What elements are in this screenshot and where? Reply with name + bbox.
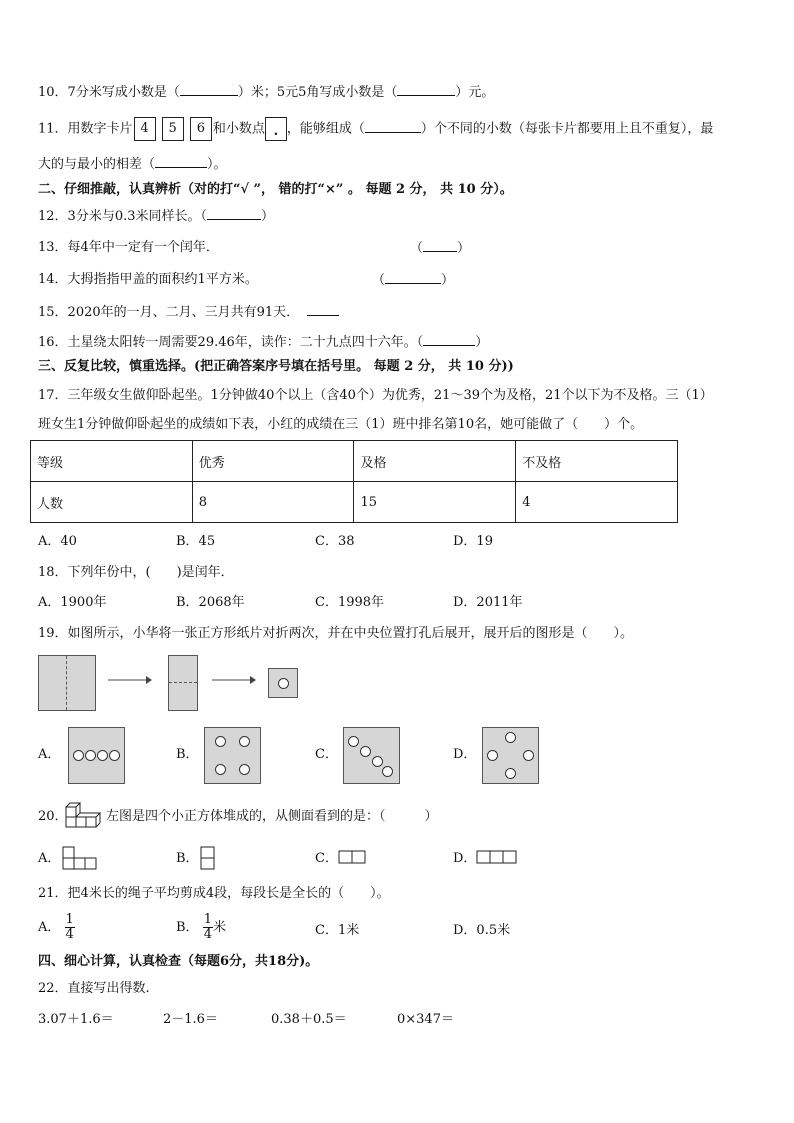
table-cell: 优秀 <box>192 441 354 482</box>
table-row <box>31 441 678 482</box>
question-12: 12．3分米与0.3米同样长。（ ） <box>38 209 275 224</box>
option-a[interactable]: A．1900年 <box>38 595 107 610</box>
digit-card: 4 <box>134 117 156 141</box>
option-d[interactable]: D．0.5米 <box>453 923 511 938</box>
grades-table <box>30 440 678 523</box>
question-16: 16．土星绕太阳转一周需要29.46年，读作：二十九点四十六年。（ ） <box>38 335 489 350</box>
question-11-line2: 大的与最小的相差（ ）。 <box>38 157 227 172</box>
table-cell: 等级 <box>31 441 193 482</box>
option-d[interactable]: D．2011年 <box>453 595 523 610</box>
table-cell: 8 <box>192 482 354 523</box>
table-cell: 15 <box>354 482 516 523</box>
answer-blank[interactable] <box>307 303 339 316</box>
option-b[interactable]: B．45 <box>176 534 216 549</box>
table-cell: 不及格 <box>516 441 678 482</box>
question-10: 10．7分米写成小数是（ ）米；5元5角写成小数是（ ）元。 <box>38 85 495 100</box>
option-a-label[interactable]: A． <box>38 747 61 762</box>
option-a-figure[interactable] <box>68 727 125 784</box>
quarter-folded-paper <box>268 668 298 698</box>
option-c[interactable]: C．38 <box>315 534 355 549</box>
answer-blank[interactable] <box>180 83 238 96</box>
option-c-figure[interactable] <box>343 727 400 784</box>
option-b-label[interactable]: B． <box>176 747 199 762</box>
fraction: $\frac{1}{4}$ <box>203 912 212 942</box>
punched-hole <box>278 678 289 689</box>
question-15: 15．2020年的一月、二月、三月共有91天． <box>38 303 339 322</box>
option-c-label[interactable]: C． <box>315 851 338 866</box>
section-4-heading: 四、细心计算，认真检查（每题6分，共18分)。 <box>38 954 319 969</box>
table-row <box>31 482 678 523</box>
stacked-cubes-figure <box>64 801 106 831</box>
calc-item: 3.07＋1.6＝ <box>38 1012 114 1027</box>
arrow-icon <box>212 675 256 685</box>
option-b[interactable]: B． $\frac{1}{4}$ 米 <box>176 912 226 942</box>
half-folded-paper <box>168 655 198 711</box>
option-d[interactable]: D．19 <box>453 534 493 549</box>
answer-blank[interactable] <box>207 207 261 220</box>
question-20: 左图是四个小正方体堆成的，从侧面看到的是：（ ） <box>106 809 438 824</box>
option-b-label[interactable]: B． <box>176 851 199 866</box>
question-17-line2: 班女生1分钟做仰卧起坐的成绩如下表，小红的成绩在三（1）班中排名第10名，她可能做了（ ）个。 <box>38 417 644 432</box>
option-a-view[interactable] <box>62 846 100 870</box>
table-cell: 及格 <box>354 441 516 482</box>
option-b[interactable]: B．2068年 <box>176 595 245 610</box>
question-11: 11．用数字卡片 4 5 6 和小数点 . ，能够组成（ ）个不同的小数（每张卡片都要用上且不重复），最 <box>38 117 713 141</box>
question-19: 19．如图所示，小华将一张正方形纸片对折两次，并在中央位置打孔后展开，展开后的图形是（ ）。 <box>38 626 634 641</box>
answer-paren[interactable]: （ ） <box>372 273 455 288</box>
option-b-figure[interactable] <box>204 727 261 784</box>
option-d-label[interactable]: D． <box>453 747 477 762</box>
option-c-view[interactable] <box>338 850 368 864</box>
option-a[interactable]: A．40 <box>38 534 77 549</box>
table-cell: 人数 <box>31 482 193 523</box>
question-18: 18．下列年份中，( )是闰年． <box>38 565 234 580</box>
question-21: 21．把4米长的绳子平均剪成4段，每段长是全长的（ ）。 <box>38 886 390 901</box>
option-c-label[interactable]: C． <box>315 747 338 762</box>
section-3-heading: 三、反复比较，慎重选择。(把正确答案序号填在括号里。 每题 2 分， 共 10 分)) <box>38 359 514 374</box>
calc-item: 0.38＋0.5＝ <box>271 1012 347 1027</box>
digit-card: 5 <box>162 117 184 141</box>
table-cell: 4 <box>516 482 678 523</box>
fraction: $\frac{1}{4}$ <box>65 912 74 942</box>
question-20-number: 20． <box>38 809 68 824</box>
decimal-point-card: . <box>265 117 287 141</box>
answer-blank[interactable] <box>397 83 455 96</box>
question-13: 13．每4年中一定有一个闰年． <box>38 240 219 255</box>
option-d-view[interactable] <box>476 850 518 864</box>
calc-item: 0×347＝ <box>397 1012 454 1027</box>
answer-paren[interactable]: （ ） <box>410 241 471 256</box>
arrow-icon <box>108 675 152 685</box>
answer-blank[interactable] <box>423 333 475 346</box>
question-22: 22．直接写出得数. <box>38 981 150 996</box>
option-b-view[interactable] <box>200 846 216 870</box>
section-2-heading: 二、仔细推敲，认真辨析（对的打“√ ”， 错的打“×” 。 每题 2 分， 共 10 分）。 <box>38 182 513 197</box>
full-square-paper <box>38 655 96 711</box>
question-17-line1: 17．三年级女生做仰卧起坐。1分钟做40个以上（含40个）为优秀，21～39个为及格，21个以下为不及格。三（1） <box>38 388 713 403</box>
option-c[interactable]: C．1米 <box>315 923 360 938</box>
option-d-figure[interactable] <box>482 727 539 784</box>
answer-blank[interactable] <box>155 155 207 168</box>
option-a-label[interactable]: A． <box>38 851 61 866</box>
question-14: 14．大拇指指甲盖的面积约1平方米。 <box>38 272 258 287</box>
option-a[interactable]: A． $\frac{1}{4}$ <box>38 912 74 942</box>
answer-blank[interactable] <box>365 120 421 133</box>
option-c[interactable]: C．1998年 <box>315 595 385 610</box>
calc-item: 2－1.6＝ <box>163 1012 218 1027</box>
digit-card: 6 <box>190 117 212 141</box>
option-d-label[interactable]: D． <box>453 851 477 866</box>
